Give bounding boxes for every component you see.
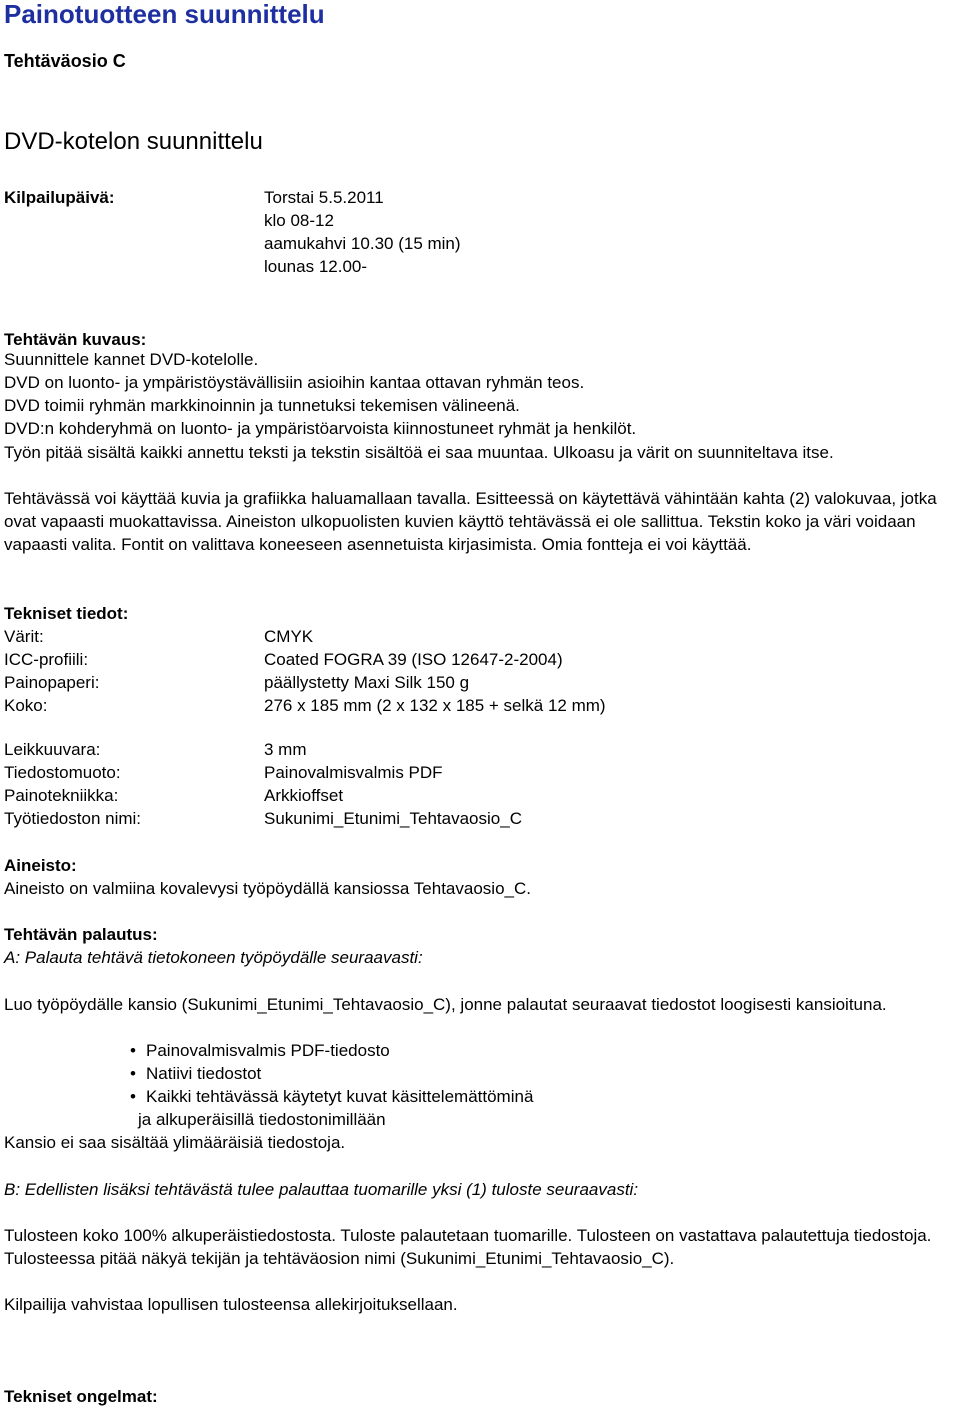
page-title: Painotuotteen suunnittelu (4, 0, 325, 29)
task-description-paragraph: Työn pitää sisältä kaikki annettu teksti ja tekstin sisältöä ei saa muuntaa. Ulkoasu ja värit on suunniteltava itse. (4, 443, 834, 462)
tech-problems-heading: Tekniset ongelmat: (4, 1387, 158, 1406)
return-signature: Kilpailija vahvistaa lopullisen tulosteensa allekirjoituksellaan. (4, 1295, 458, 1314)
task-description-line: DVD on luonto- ja ympäristöystävällisiin asioihin kantaa ottavan ryhmän teos. (4, 373, 585, 392)
tech-spec-label: Leikkuuvara: (4, 740, 101, 759)
tech-spec-value: 3 mm (264, 740, 307, 759)
task-description-paragraph: Tehtävässä voi käyttää kuvia ja grafiikka haluamallaan tavalla. Esitteessä on käytettävä vähintään kahta (2) valokuvaa, jotka ovat vapaasti muokattavissa. Aineiston ulkopuolisten kuvien käyttö tehtävässä ei ole sallittua. Tekstin koko ja väri voidaan vapaasti valita. Fontit on valittava koneeseen asennetuista kirjasimista. Omia fontteja ei voi käyttää. (4, 489, 937, 554)
return-part-a: A: Palauta tehtävä tietokoneen työpöydälle seuraavasti: (4, 948, 423, 967)
competition-date-label: Kilpailupäivä: (4, 188, 115, 207)
document-heading: DVD-kotelon suunnittelu (4, 128, 263, 155)
tech-spec-value: 276 x 185 mm (2 x 132 x 185 + selkä 12 mm) (264, 696, 606, 715)
list-item: • Kaikki tehtävässä käytetyt kuvat käsittelemättöminä (130, 1087, 534, 1106)
tech-spec-value: Painovalmisvalmis PDF (264, 763, 443, 782)
tech-spec-label: Koko: (4, 696, 48, 715)
list-item: • Natiivi tiedostot (130, 1064, 262, 1083)
tech-spec-value: Sukunimi_Etunimi_Tehtavaosio_C (264, 809, 522, 828)
list-item: • Painovalmisvalmis PDF-tiedosto (130, 1041, 390, 1060)
return-part-b: B: Edellisten lisäksi tehtävästä tulee palauttaa tuomarille yksi (1) tuloste seuraavasti: (4, 1180, 639, 1199)
return-folder-note: Kansio ei saa sisältää ylimääräisiä tiedostoja. (4, 1133, 346, 1152)
material-heading: Aineisto: (4, 856, 77, 875)
tech-specs-heading: Tekniset tiedot: (4, 604, 129, 623)
list-item-continuation: ja alkuperäisillä tiedostonimillään (138, 1110, 386, 1129)
task-description-line: Suunnittele kannet DVD-kotelolle. (4, 350, 259, 369)
competition-coffee: aamukahvi 10.30 (15 min) (264, 234, 461, 253)
return-printout: Tulosteen koko 100% alkuperäistiedostosta. Tuloste palautetaan tuomarille. Tulosteen on vastattava palautettuja tiedostoja. Tulosteessa pitää näkyä tekijän ja tehtäväosion nimi (Sukunimi_Etunimi_Tehtavaosio_C). (4, 1226, 932, 1268)
task-description-line: DVD:n kohderyhmä on luonto- ja ympäristöarvoista kiinnostuneet ryhmät ja henkilöt. (4, 419, 637, 438)
bullet-icon: • (130, 1064, 136, 1083)
competition-time: klo 08-12 (264, 211, 334, 230)
tech-spec-value: Arkkioffset (264, 786, 344, 805)
tech-spec-label: Painopaperi: (4, 673, 100, 692)
tech-spec-label: Työtiedoston nimi: (4, 809, 142, 828)
bullet-icon: • (130, 1041, 136, 1060)
tech-spec-label: ICC-profiili: (4, 650, 89, 669)
tech-spec-value: päällystetty Maxi Silk 150 g (264, 673, 470, 692)
task-description-line: DVD toimii ryhmän markkinoinnin ja tunnetuksi tekemisen välineenä. (4, 396, 520, 415)
bullet-icon: • (130, 1087, 136, 1106)
tech-spec-label: Tiedostomuoto: (4, 763, 121, 782)
return-intro: Luo työpöydälle kansio (Sukunimi_Etunimi_Tehtavaosio_C), jonne palautat seuraavat tiedostot loogisesti kansioituna. (4, 995, 887, 1014)
tech-spec-value: Coated FOGRA 39 (ISO 12647-2-2004) (264, 650, 563, 669)
material-text: Aineisto on valmiina kovalevysi työpöydällä kansiossa Tehtavaosio_C. (4, 879, 531, 898)
task-description-heading: Tehtävän kuvaus: (4, 330, 147, 349)
tech-spec-label: Värit: (4, 627, 44, 646)
section-subtitle: Tehtäväosio C (4, 51, 126, 71)
competition-lunch: lounas 12.00- (264, 257, 368, 276)
tech-spec-value: CMYK (264, 627, 314, 646)
competition-date: Torstai 5.5.2011 (264, 188, 384, 207)
return-heading: Tehtävän palautus: (4, 925, 158, 944)
return-file-list (130, 1039, 533, 1131)
tech-spec-label: Painotekniikka: (4, 786, 119, 805)
